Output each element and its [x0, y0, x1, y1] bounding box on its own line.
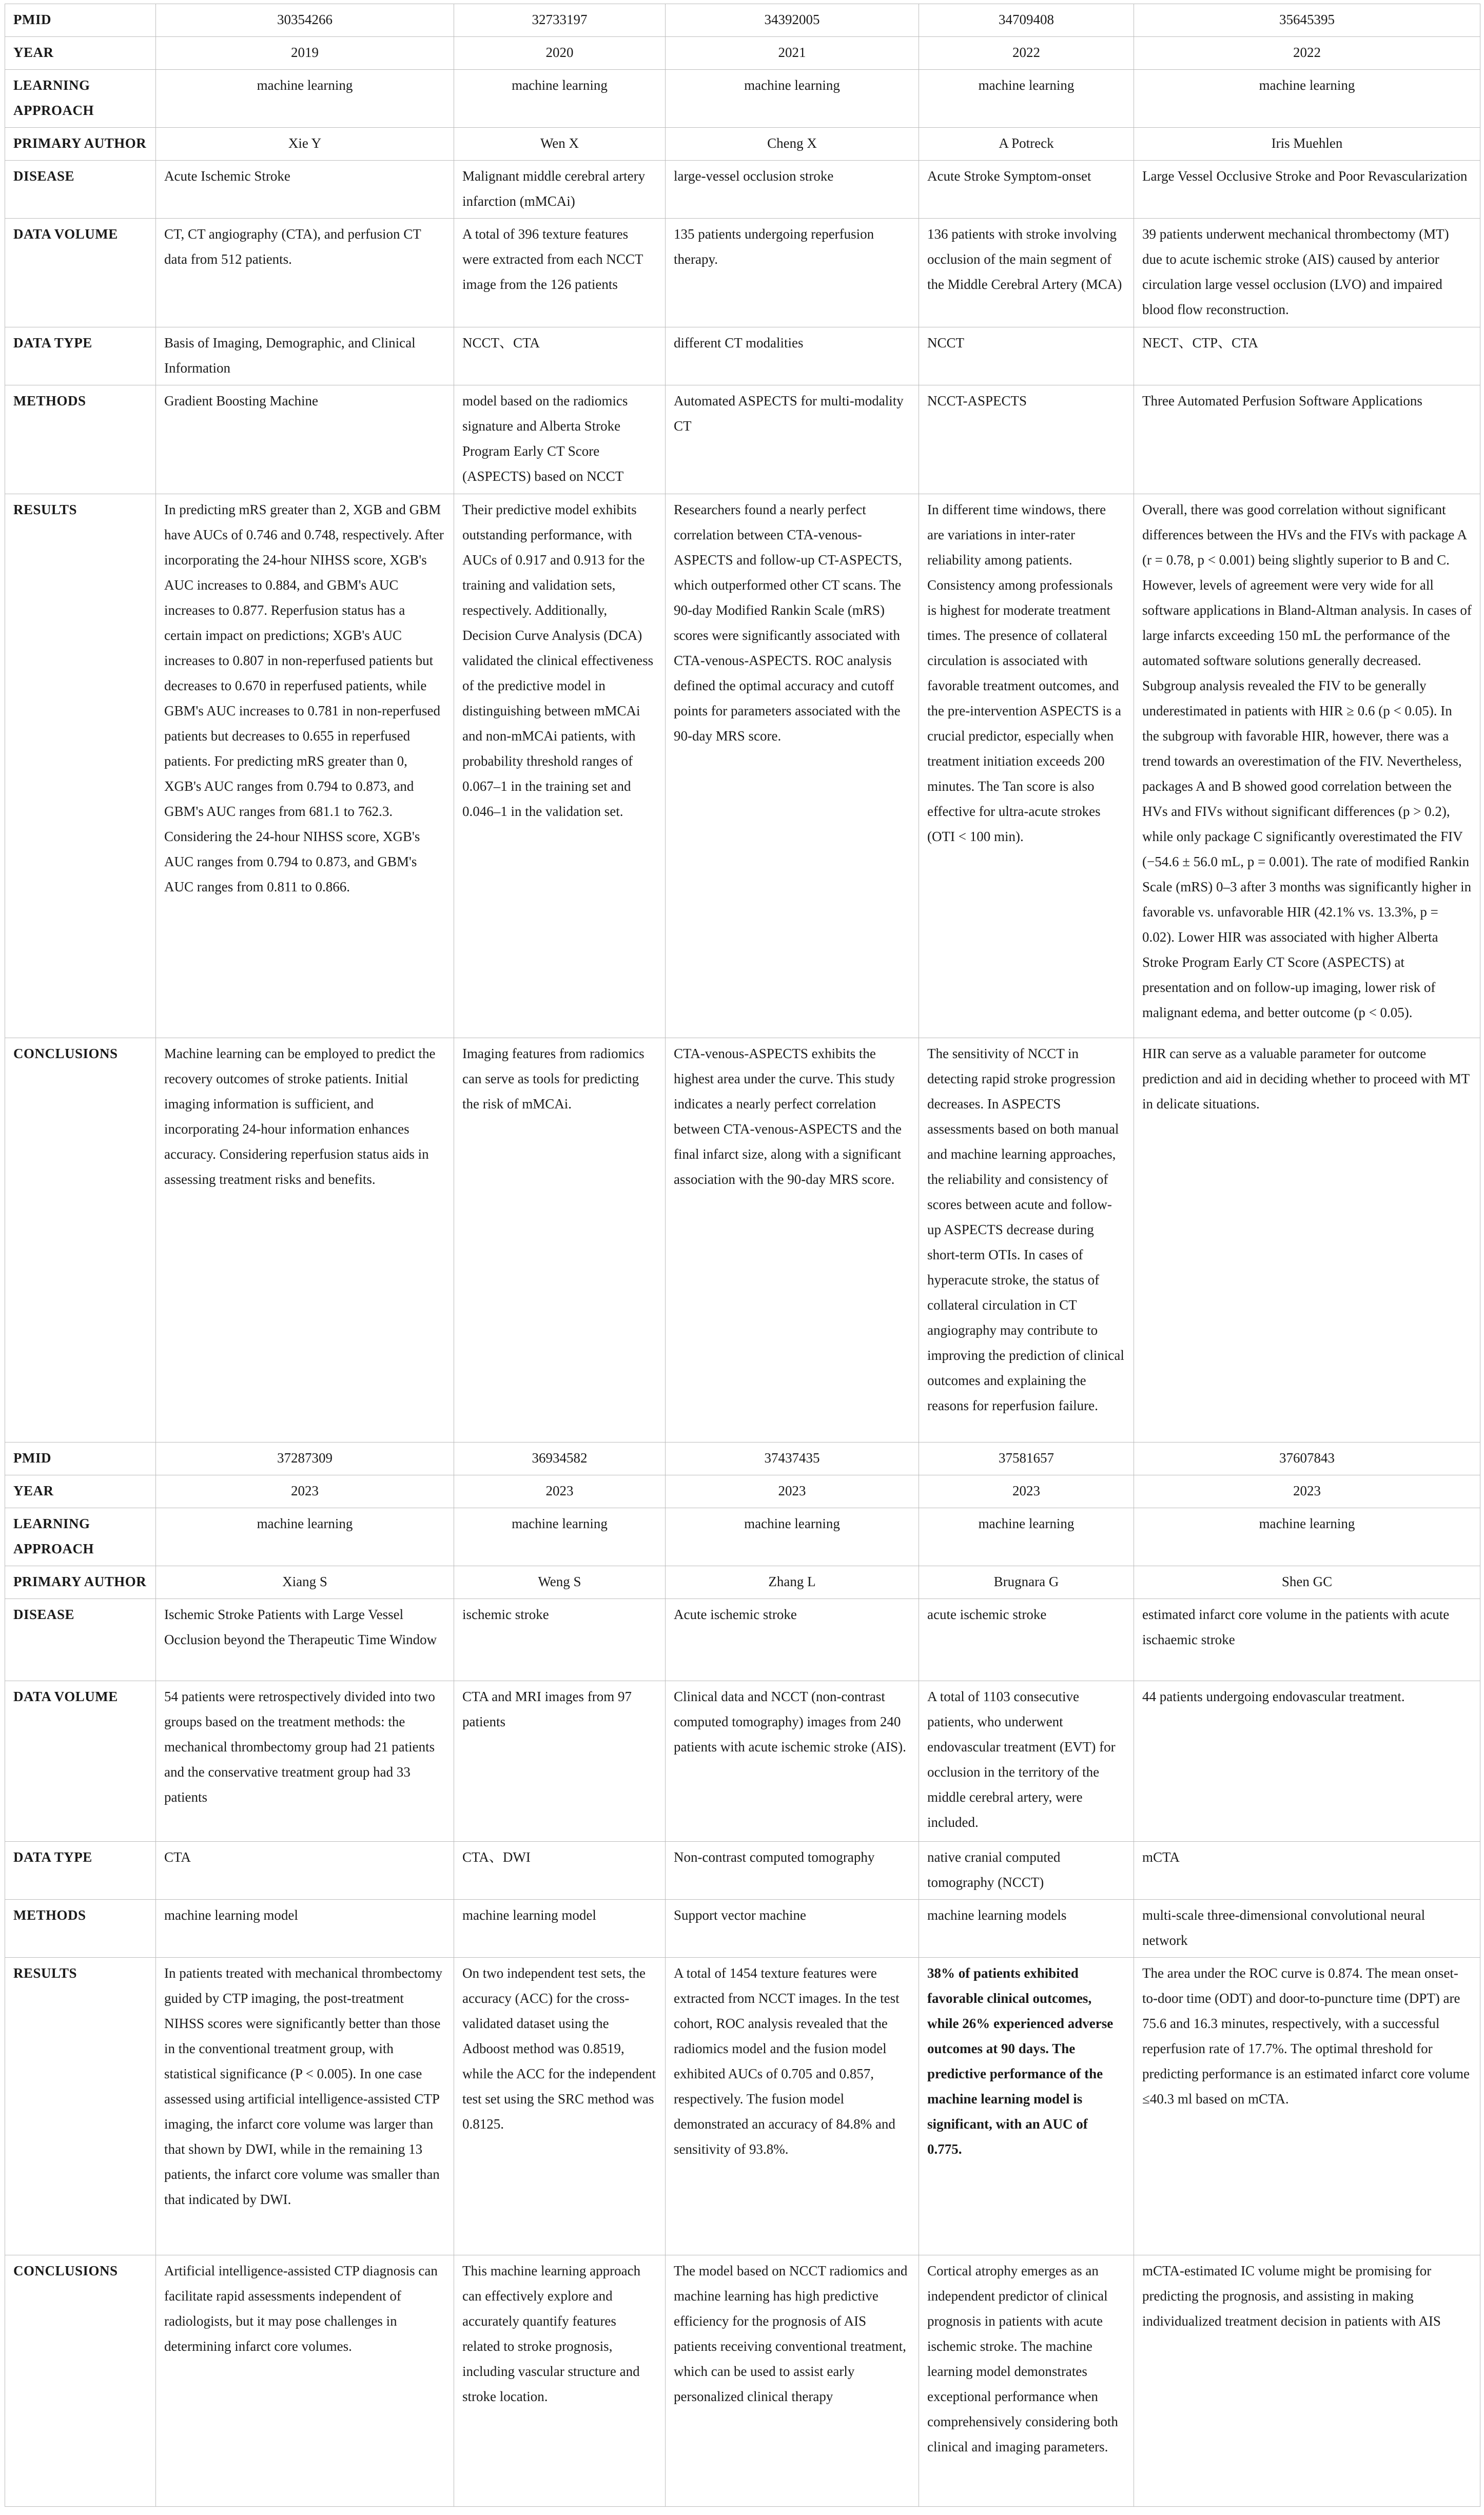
data-volume-cell: 135 patients undergoing reperfusion therapy. — [666, 219, 919, 327]
learning-approach-cell: machine learning — [156, 70, 454, 128]
conclusions-cell: mCTA-estimated IC volume might be promising for predicting the prognosis, and assisting in making individualized treatment decision in patients with AIS — [1134, 2255, 1480, 2507]
year-cell: 2023 — [156, 1475, 454, 1508]
disease-cell: Ischemic Stroke Patients with Large Vessel Occlusion beyond the Therapeutic Time Window — [156, 1599, 454, 1681]
year-cell: 2022 — [919, 37, 1134, 70]
pmid-cell: 36934582 — [454, 1442, 666, 1475]
conclusions-cell: HIR can serve as a valuable parameter for outcome prediction and aid in deciding whether to proceed with MT in delicate situations. — [1134, 1038, 1480, 1442]
conclusions-cell: CTA-venous-ASPECTS exhibits the highest area under the curve. This study indicates a nearly perfect correlation between CTA-venous-ASPECTS and the final infarct size, along with a significant association with the 90-day MRS score. — [666, 1038, 919, 1442]
conclusions-cell: Artificial intelligence-assisted CTP diagnosis can facilitate rapid assessments independent of radiologists, but it may pose challenges in determining infarct core volumes. — [156, 2255, 454, 2507]
block2-row-learning-approach — [5, 1508, 1480, 1566]
pmid-cell: 34392005 — [666, 4, 919, 37]
primary-author-cell: Zhang L — [666, 1566, 919, 1599]
learning-approach-cell: machine learning — [454, 70, 666, 128]
disease-cell: Acute Stroke Symptom-onset — [919, 161, 1134, 219]
pmid-cell: 37287309 — [156, 1442, 454, 1475]
block2-row-year — [5, 1475, 1480, 1508]
results-cell: In patients treated with mechanical thrombectomy guided by CTP imaging, the post-treatment NIHSS scores were significantly better than those in the conventional treatment group, with statistical significance (P < 0.005). In one case assessed using artificial intelligence-assisted CTP imaging, the infarct core volume was larger than that shown by DWI, while in the remaining 13 patients, the infarct core volume was smaller than that indicated by DWI. — [156, 1958, 454, 2255]
conclusions-cell: The model based on NCCT radiomics and machine learning has high predictive efficiency for the prognosis of AIS patients receiving conventional treatment, which can be used to assist early personalized clinical therapy — [666, 2255, 919, 2507]
data-type-cell: NCCT、CTA — [454, 327, 666, 385]
studies-table-document — [5, 4, 1480, 2507]
row-label-pmid: PMID — [5, 4, 156, 37]
pmid-cell: 37581657 — [919, 1442, 1134, 1475]
block2-row-conclusions — [5, 2255, 1480, 2507]
learning-approach-cell: machine learning — [666, 70, 919, 128]
methods-cell: machine learning model — [156, 1900, 454, 1958]
block1-row-results — [5, 494, 1480, 1038]
conclusions-cell: This machine learning approach can effectively explore and accurately quantify features related to stroke prognosis, including vascular structure and stroke location. — [454, 2255, 666, 2507]
learning-approach-cell: machine learning — [1134, 1508, 1480, 1566]
primary-author-cell: Xiang S — [156, 1566, 454, 1599]
results-cell: In different time windows, there are variations in inter-rater reliability among patients. Consistency among professionals is highest for moderate treatment times. The presence of collateral circulation is associated with favorable treatment outcomes, and the pre-intervention ASPECTS is a crucial predictor, especially when treatment initiation exceeds 200 minutes. The Tan score is also effective for ultra-acute strokes (OTI < 100 min). — [919, 494, 1134, 1038]
row-label-year: YEAR — [5, 37, 156, 70]
disease-cell: large-vessel occlusion stroke — [666, 161, 919, 219]
block1-row-disease — [5, 161, 1480, 219]
row-label-methods: METHODS — [5, 1900, 156, 1958]
row-label-pmid: PMID — [5, 1442, 156, 1475]
conclusions-cell: Imaging features from radiomics can serve as tools for predicting the risk of mMCAi. — [454, 1038, 666, 1442]
row-label-disease: DISEASE — [5, 1599, 156, 1681]
primary-author-cell: Cheng X — [666, 128, 919, 161]
row-label-year: YEAR — [5, 1475, 156, 1508]
row-label-data-type: DATA TYPE — [5, 327, 156, 385]
disease-cell: acute ischemic stroke — [919, 1599, 1134, 1681]
year-cell: 2019 — [156, 37, 454, 70]
learning-approach-cell: machine learning — [919, 70, 1134, 128]
row-label-learning-approach: LEARNING APPROACH — [5, 70, 156, 128]
learning-approach-cell: machine learning — [666, 1508, 919, 1566]
data-type-cell: NECT、CTP、CTA — [1134, 327, 1480, 385]
learning-approach-cell: machine learning — [1134, 70, 1480, 128]
pmid-cell: 35645395 — [1134, 4, 1480, 37]
primary-author-cell: A Potreck — [919, 128, 1134, 161]
pmid-cell: 32733197 — [454, 4, 666, 37]
learning-approach-cell: machine learning — [919, 1508, 1134, 1566]
block1-row-methods — [5, 385, 1480, 494]
year-cell: 2023 — [454, 1475, 666, 1508]
data-volume-cell: 44 patients undergoing endovascular treatment. — [1134, 1681, 1480, 1842]
year-cell: 2022 — [1134, 37, 1480, 70]
primary-author-cell: Xie Y — [156, 128, 454, 161]
data-volume-cell: A total of 396 texture features were extracted from each NCCT image from the 126 patients — [454, 219, 666, 327]
results-cell: Overall, there was good correlation without significant differences between the HVs and the FIVs with package A (r = 0.78, p < 0.001) being slightly superior to B and C. However, levels of agreement were very wide for all software applications in Bland-Altman analysis. In cases of large infarcts exceeding 150 mL the performance of the automated software solutions generally decreased. Subgroup analysis revealed the FIV to be generally underestimated in patients with HIR ≥ 0.6 (p < 0.05). In the subgroup with favorable HIR, however, there was a trend towards an overestimation of the FIV. Nevertheless, packages A and B showed good correlation between the HVs and FIVs without significant differences (p > 0.2), while only package C significantly overestimated the FIV (−54.6 ± 56.0 mL, p = 0.001). The rate of modified Rankin Scale (mRS) 0–3 after 3 months was significantly higher in favorable vs. unfavorable HIR (42.1% vs. 13.3%, p = 0.02). Lower HIR was associated with higher Alberta Stroke Program Early CT Score (ASPECTS) at presentation and on follow-up imaging, lower risk of malignant edema, and better outcome (p < 0.05). — [1134, 494, 1480, 1038]
data-volume-cell: A total of 1103 consecutive patients, who underwent endovascular treatment (EVT) for occlusion in the territory of the middle cerebral artery, were included. — [919, 1681, 1134, 1842]
conclusions-cell: Machine learning can be employed to predict the recovery outcomes of stroke patients. Initial imaging information is sufficient, and incorporating 24-hour information enhances accuracy. Considering reperfusion status aids in assessing treatment risks and benefits. — [156, 1038, 454, 1442]
studies-table-body — [5, 4, 1480, 2507]
data-type-cell: CTA、DWI — [454, 1842, 666, 1900]
block1-row-year — [5, 37, 1480, 70]
results-cell: 38% of patients exhibited favorable clinical outcomes, while 26% experienced adverse outcomes at 90 days. The predictive performance of the machine learning model is significant, with an AUC of 0.775. — [919, 1958, 1134, 2255]
block2-row-primary-author — [5, 1566, 1480, 1599]
primary-author-cell: Wen X — [454, 128, 666, 161]
block2-row-pmid — [5, 1442, 1480, 1475]
methods-cell: NCCT-ASPECTS — [919, 385, 1134, 494]
row-label-data-type: DATA TYPE — [5, 1842, 156, 1900]
data-type-cell: different CT modalities — [666, 327, 919, 385]
row-label-methods: METHODS — [5, 385, 156, 494]
methods-cell: machine learning model — [454, 1900, 666, 1958]
methods-cell: machine learning models — [919, 1900, 1134, 1958]
block2-row-methods — [5, 1900, 1480, 1958]
disease-cell: Acute Ischemic Stroke — [156, 161, 454, 219]
data-volume-cell: 54 patients were retrospectively divided into two groups based on the treatment methods: the mechanical thrombectomy group had 21 patients and the conservative treatment group had 33 patients — [156, 1681, 454, 1842]
disease-cell: ischemic stroke — [454, 1599, 666, 1681]
year-cell: 2023 — [1134, 1475, 1480, 1508]
row-label-results: RESULTS — [5, 494, 156, 1038]
year-cell: 2021 — [666, 37, 919, 70]
results-cell: In predicting mRS greater than 2, XGB and GBM have AUCs of 0.746 and 0.748, respectively. After incorporating the 24-hour NIHSS score, XGB's AUC increases to 0.884, and GBM's AUC increases to 0.877. Reperfusion status has a certain impact on predictions; XGB's AUC increases to 0.807 in non-reperfused patients but decreases to 0.670 in reperfused patients, while GBM's AUC increases to 0.781 in non-reperfused patients but decreases to 0.655 in reperfused patients. For predicting mRS greater than 0, XGB's AUC ranges from 0.794 to 0.873, and GBM's AUC ranges from 681.1 to 762.3. Considering the 24-hour NIHSS score, XGB's AUC ranges from 0.794 to 0.873, and GBM's AUC ranges from 0.811 to 0.866. — [156, 494, 454, 1038]
data-type-cell: Non-contrast computed tomography — [666, 1842, 919, 1900]
year-cell: 2023 — [666, 1475, 919, 1508]
block2-row-disease — [5, 1599, 1480, 1681]
learning-approach-cell: machine learning — [156, 1508, 454, 1566]
data-type-cell: mCTA — [1134, 1842, 1480, 1900]
data-type-cell: CTA — [156, 1842, 454, 1900]
disease-cell: estimated infarct core volume in the patients with acute ischaemic stroke — [1134, 1599, 1480, 1681]
methods-cell: Automated ASPECTS for multi-modality CT — [666, 385, 919, 494]
studies-table — [5, 4, 1480, 2507]
block1-row-learning-approach — [5, 70, 1480, 128]
year-cell: 2020 — [454, 37, 666, 70]
results-cell: Their predictive model exhibits outstanding performance, with AUCs of 0.917 and 0.913 for the training and validation sets, respectively. Additionally, Decision Curve Analysis (DCA) validated the clinical effectiveness of the predictive model in distinguishing between mMCAi and non-mMCAi patients, with probability threshold ranges of 0.067–1 in the training set and 0.046–1 in the validation set. — [454, 494, 666, 1038]
block1-row-pmid — [5, 4, 1480, 37]
data-volume-cell: CT, CT angiography (CTA), and perfusion CT data from 512 patients. — [156, 219, 454, 327]
pmid-cell: 34709408 — [919, 4, 1134, 37]
row-label-learning-approach: LEARNING APPROACH — [5, 1508, 156, 1566]
methods-cell: multi-scale three-dimensional convolutional neural network — [1134, 1900, 1480, 1958]
data-type-cell: NCCT — [919, 327, 1134, 385]
year-cell: 2023 — [919, 1475, 1134, 1508]
methods-cell: Three Automated Perfusion Software Applications — [1134, 385, 1480, 494]
row-label-results: RESULTS — [5, 1958, 156, 2255]
row-label-conclusions: CONCLUSIONS — [5, 2255, 156, 2507]
learning-approach-cell: machine learning — [454, 1508, 666, 1566]
data-type-cell: Basis of Imaging, Demographic, and Clinical Information — [156, 327, 454, 385]
methods-cell: model based on the radiomics signature and Alberta Stroke Program Early CT Score (ASPECTS) based on NCCT — [454, 385, 666, 494]
results-cell: The area under the ROC curve is 0.874. The mean onset-to-door time (ODT) and door-to-puncture time (DPT) are 75.6 and 16.3 minutes, respectively, with a successful reperfusion rate of 17.7%. The optimal threshold for predicting performance is an estimated infarct core volume ≤40.3 ml based on mCTA. — [1134, 1958, 1480, 2255]
results-cell: On two independent test sets, the accuracy (ACC) for the cross-validated dataset using the Adboost method was 0.8519, while the ACC for the independent test set using the SRC method was 0.8125. — [454, 1958, 666, 2255]
row-label-primary-author: PRIMARY AUTHOR — [5, 128, 156, 161]
block1-row-conclusions — [5, 1038, 1480, 1442]
disease-cell: Malignant middle cerebral artery infarction (mMCAi) — [454, 161, 666, 219]
primary-author-cell: Iris Muehlen — [1134, 128, 1480, 161]
block2-row-results — [5, 1958, 1480, 2255]
data-volume-cell: 39 patients underwent mechanical thrombectomy (MT) due to acute ischemic stroke (AIS) caused by anterior circulation large vessel occlusion (LVO) and impaired blood flow reconstruction. — [1134, 219, 1480, 327]
block1-row-primary-author — [5, 128, 1480, 161]
disease-cell: Acute ischemic stroke — [666, 1599, 919, 1681]
pmid-cell: 37607843 — [1134, 1442, 1480, 1475]
pmid-cell: 30354266 — [156, 4, 454, 37]
block2-row-data-type — [5, 1842, 1480, 1900]
row-label-data-volume: DATA VOLUME — [5, 219, 156, 327]
results-cell: A total of 1454 texture features were extracted from NCCT images. In the test cohort, ROC analysis revealed that the radiomics model and the fusion model exhibited AUCs of 0.705 and 0.857, respectively. The fusion model demonstrated an accuracy of 84.8% and sensitivity of 93.8%. — [666, 1958, 919, 2255]
data-type-cell: native cranial computed tomography (NCCT) — [919, 1842, 1134, 1900]
results-cell: Researchers found a nearly perfect correlation between CTA-venous-ASPECTS and follow-up CT-ASPECTS, which outperformed other CT scans. The 90-day Modified Rankin Scale (mRS) scores were significantly associated with CTA-venous-ASPECTS. ROC analysis defined the optimal accuracy and cutoff points for parameters associated with the 90-day MRS score. — [666, 494, 919, 1038]
data-volume-cell: Clinical data and NCCT (non-contrast computed tomography) images from 240 patients with acute ischemic stroke (AIS). — [666, 1681, 919, 1842]
pmid-cell: 37437435 — [666, 1442, 919, 1475]
row-label-data-volume: DATA VOLUME — [5, 1681, 156, 1842]
disease-cell: Large Vessel Occlusive Stroke and Poor Revascularization — [1134, 161, 1480, 219]
data-volume-cell: 136 patients with stroke involving occlusion of the main segment of the Middle Cerebral Artery (MCA) — [919, 219, 1134, 327]
data-volume-cell: CTA and MRI images from 97 patients — [454, 1681, 666, 1842]
conclusions-cell: The sensitivity of NCCT in detecting rapid stroke progression decreases. In ASPECTS assessments based on both manual and machine learning approaches, the reliability and consistency of scores between acute and follow-up ASPECTS decrease during short-term OTIs. In cases of hyperacute stroke, the status of collateral circulation in CT angiography may contribute to improving the prediction of clinical outcomes and explaining the reasons for reperfusion failure. — [919, 1038, 1134, 1442]
conclusions-cell: Cortical atrophy emerges as an independent predictor of clinical prognosis in patients with acute ischemic stroke. The machine learning model demonstrates exceptional performance when comprehensively considering both clinical and imaging parameters. — [919, 2255, 1134, 2507]
primary-author-cell: Weng S — [454, 1566, 666, 1599]
methods-cell: Gradient Boosting Machine — [156, 385, 454, 494]
primary-author-cell: Shen GC — [1134, 1566, 1480, 1599]
row-label-conclusions: CONCLUSIONS — [5, 1038, 156, 1442]
primary-author-cell: Brugnara G — [919, 1566, 1134, 1599]
block1-row-data-volume — [5, 219, 1480, 327]
row-label-disease: DISEASE — [5, 161, 156, 219]
row-label-primary-author: PRIMARY AUTHOR — [5, 1566, 156, 1599]
methods-cell: Support vector machine — [666, 1900, 919, 1958]
block1-row-data-type — [5, 327, 1480, 385]
block2-row-data-volume — [5, 1681, 1480, 1842]
